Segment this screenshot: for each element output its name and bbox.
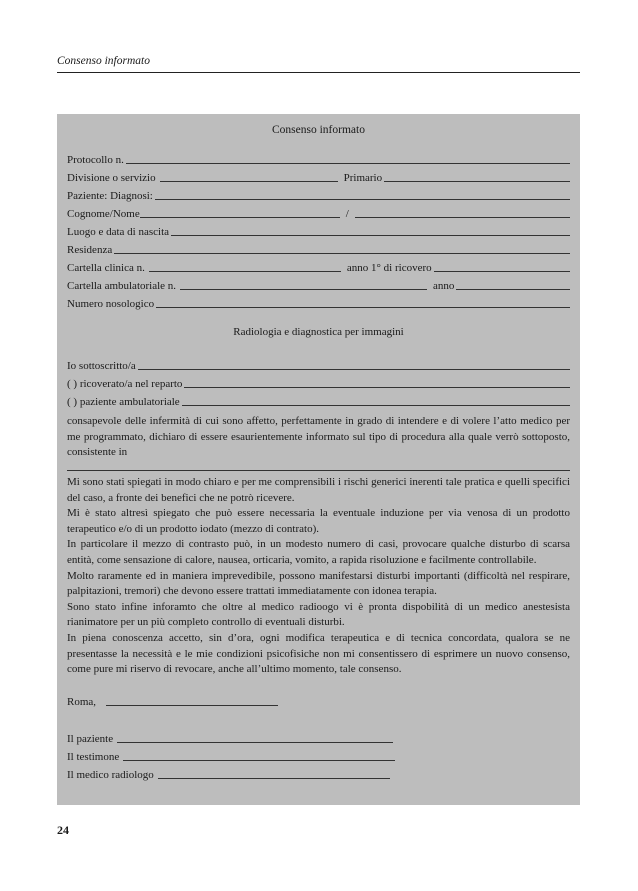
section-title: Radiologia e diagnostica per immagini [233, 326, 404, 338]
paziente-signature-label: Il paziente [67, 733, 114, 745]
place-label: Roma, [67, 696, 97, 708]
diagnosi-field[interactable] [67, 188, 570, 202]
testimone-signature-line[interactable] [123, 751, 395, 761]
cognome-nome-field[interactable] [67, 206, 570, 220]
body-paragraph: In piena conoscenza accetto, sin d’ora, ogni modifica terapeutica e di tecnica concordata, qualora se ne presentasse la necessità e le mie condizioni psicofisiche non mi consentissero di esprimere un nuovo consenso, come pure mi riservo di revocare, anche all’ultimo momento, tale consenso. [67, 631, 570, 676]
cognome-line[interactable] [140, 208, 340, 218]
divisione-label: Divisione o servizio [67, 172, 156, 184]
cartella-ambulatoriale-label: Cartella ambulatoriale n. [67, 280, 177, 292]
body-paragraph: Sono stato infine inforamto che oltre al medico radioogo vi è pronta dispobilità di un medico anestesista rianimatore per un più completo controllo di eventuali disturbi. [67, 600, 570, 629]
slash-label: / [345, 208, 349, 220]
body-paragraph: Mi è stato altresì spiegato che può essere necessaria la eventuale induzione per via venosa di un prodotto terapeutico e/o di un prodotto iodato (mezzo di contrato). [67, 507, 570, 535]
ricoverato-label: ( ) ricoverato/a nel reparto [67, 378, 183, 390]
protocollo-field[interactable] [67, 152, 570, 166]
medico-signature-line[interactable] [158, 769, 390, 779]
testimone-signature-label: Il testimone [67, 751, 120, 763]
body-paragraph: Mi sono stati spiegati in modo chiaro e per me comprensibili i rischi generici inerenti tale pratica e quelli specifici del caso, a fronte dei benefici che ne potrò ricevere. [67, 476, 570, 504]
nascita-line[interactable] [171, 226, 570, 236]
nosologico-line[interactable] [156, 298, 570, 308]
cartella-ambulatoriale-line[interactable] [180, 280, 427, 290]
sottoscritto-label: Io sottoscritto/a [67, 360, 136, 372]
nosologico-field[interactable] [67, 296, 570, 310]
nascita-label: Luogo e data di nascita [67, 226, 170, 238]
date-line[interactable] [106, 696, 278, 706]
ambulatoriale-label: ( ) paziente ambulatoriale [67, 396, 180, 408]
sottoscritto-field[interactable] [67, 358, 570, 372]
consent-form [57, 114, 580, 805]
page-number: 24 [57, 823, 69, 837]
nome-line[interactable] [355, 208, 570, 218]
consent-intro [67, 414, 570, 461]
residenza-field[interactable] [67, 242, 570, 256]
residenza-line[interactable] [114, 244, 570, 254]
cartella-clinica-label: Cartella clinica n. [67, 262, 145, 274]
primario-label: Primario [343, 172, 383, 184]
primario-line[interactable] [384, 172, 570, 182]
anno-ricovero-label: anno 1° di ricovero [346, 262, 432, 274]
paziente-signature-line[interactable] [117, 733, 393, 743]
divisione-field[interactable] [67, 170, 570, 184]
residenza-label: Residenza [67, 244, 113, 256]
cartella-clinica-field[interactable] [67, 260, 570, 274]
cartella-ambulatoriale-field[interactable] [67, 278, 570, 292]
testimone-signature-field[interactable] [67, 749, 395, 763]
divisione-line[interactable] [160, 172, 338, 182]
ricoverato-field[interactable] [67, 376, 570, 390]
running-head: Consenso informato [57, 55, 150, 67]
nosologico-label: Numero nosologico [67, 298, 155, 310]
medico-signature-field[interactable] [67, 767, 390, 781]
body-paragraph: Molto raramente ed in maniera imprevedibile, possono manifestarsi disturbi importanti (difficoltà nel respirare, palpitazioni, tremori) che devono essere trattati immediatamente con idonea terapia. [67, 569, 570, 598]
cognome-nome-label: Cognome/Nome [67, 208, 140, 220]
anno-ricovero-line[interactable] [434, 262, 570, 272]
header-rule [57, 72, 580, 73]
diagnosi-label: Paziente: Diagnosi: [67, 190, 153, 202]
protocollo-label: Protocollo n. [67, 154, 124, 166]
paziente-signature-field[interactable] [67, 731, 393, 745]
place-date-field[interactable] [67, 694, 278, 708]
medico-signature-label: Il medico radiologo [67, 769, 154, 781]
consent-intro-text: consapevole delle infermità di cui sono affetto, perfettamente in grado di intendere e di volere l’atto medico per me programmato, dichiaro di essere esaurientemente informato sul tipo di procedura alla quale verrò sottoposto, consistente in [67, 415, 570, 459]
procedura-line[interactable] [67, 461, 570, 471]
nascita-field[interactable] [67, 224, 570, 238]
protocollo-line[interactable] [126, 154, 570, 164]
procedura-field[interactable] [67, 459, 570, 473]
anno-line[interactable] [456, 280, 570, 290]
body-paragraph: In particolare il mezzo di contrasto può, in un modesto numero di casi, provocare qualche disturbo di scarsa entità, come sensazione di calore, nausea, orticaria, vomito, a rapida risoluzione e facilmente controllabile. [67, 538, 570, 566]
ambulatoriale-line[interactable] [182, 396, 570, 406]
consent-body [67, 475, 570, 678]
cartella-clinica-line[interactable] [149, 262, 341, 272]
form-title: Consenso informato [272, 124, 365, 136]
ambulatoriale-field[interactable] [67, 394, 570, 408]
ricoverato-line[interactable] [184, 378, 570, 388]
anno-label: anno [433, 280, 455, 292]
sottoscritto-line[interactable] [138, 360, 570, 370]
diagnosi-line[interactable] [155, 190, 570, 200]
